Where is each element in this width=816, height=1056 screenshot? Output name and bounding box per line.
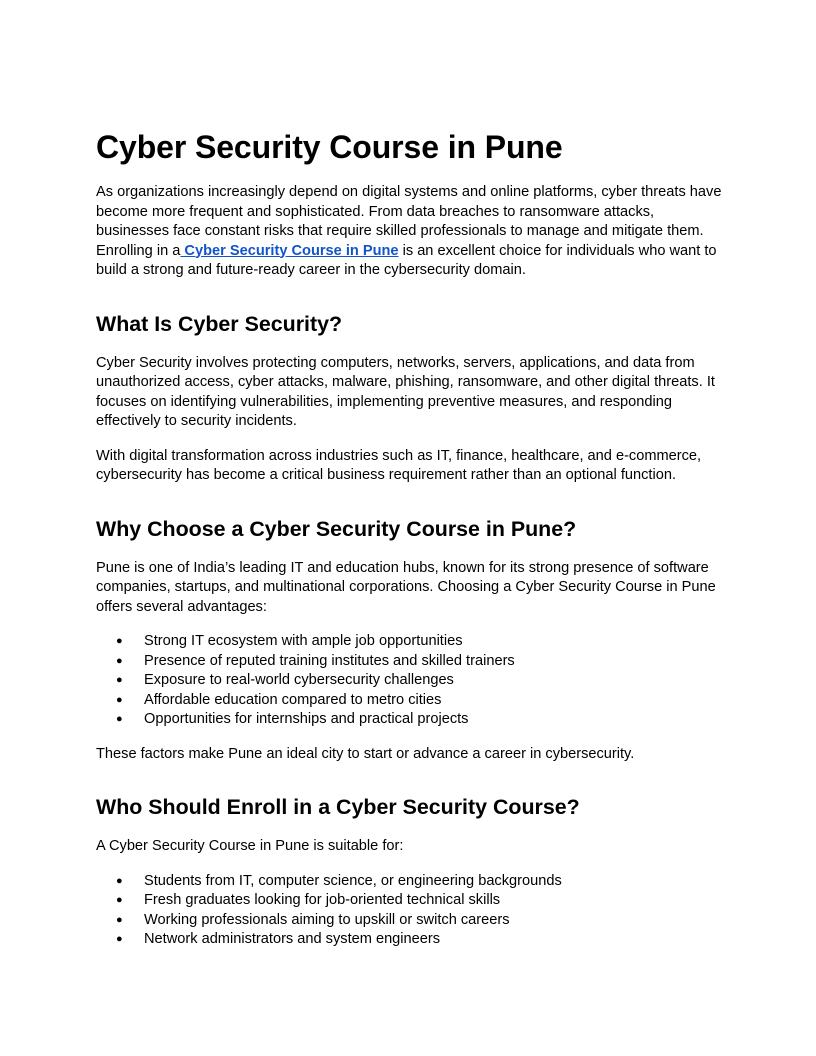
list-item-text: Strong IT ecosystem with ample job opportunities bbox=[144, 633, 463, 649]
bullet-icon: ● bbox=[116, 635, 123, 647]
section-heading-what-is: What Is Cyber Security? bbox=[96, 311, 343, 336]
bullet-icon: ● bbox=[116, 674, 123, 686]
list-item-text: Students from IT, computer science, or engineering backgrounds bbox=[144, 872, 562, 889]
bullet-icon: ● bbox=[116, 693, 123, 706]
bullet-icon: ● bbox=[116, 874, 123, 887]
page-title: Cyber Security Course in Pune bbox=[96, 129, 563, 165]
course-link[interactable]: Cyber Security Course in Pune bbox=[180, 242, 399, 259]
bullet-icon: ● bbox=[116, 894, 123, 906]
who-should-enroll-paragraph: A Cyber Security Course in Pune is suitable for: bbox=[96, 838, 404, 854]
list-item bbox=[96, 691, 724, 711]
list-item-text: Opportunities for internships and practical projects bbox=[144, 711, 469, 727]
what-is-paragraph-1: Cyber Security involves protecting computers, networks, servers, applications, and data from unauthorized access, cyber attacks, malware, phishing, ransomware, and other digital threats. It focuses on identifying vulnerabilities, implementing preventive measures, and responding effectively to security incidents. bbox=[96, 354, 715, 429]
section-heading-why-choose: Why Choose a Cyber Security Course in Pune? bbox=[96, 516, 577, 541]
list-item bbox=[96, 652, 724, 672]
list-item-text: Working professionals aiming to upskill or switch careers bbox=[144, 911, 510, 928]
list-item bbox=[96, 632, 724, 652]
list-item-text: Affordable education compared to metro cities bbox=[144, 691, 442, 708]
bullet-icon: ● bbox=[116, 913, 123, 926]
bullet-icon: ● bbox=[116, 713, 123, 725]
why-choose-paragraph-1: Pune is one of India’s leading IT and education hubs, known for its strong presence of software companies, startups, and multinational corporations. Choosing a Cyber Security Course in Pune offers several advantages: bbox=[96, 559, 716, 615]
document-page bbox=[96, 129, 724, 950]
bullet-icon: ● bbox=[116, 933, 123, 945]
list-item-text: Exposure to real-world cybersecurity challenges bbox=[144, 672, 454, 688]
list-item-text: Network administrators and system engineers bbox=[144, 931, 441, 947]
intro-text-before-link: As organizations increasingly depend on digital systems and online platforms, cyber threats have become more frequent and sophisticated. From data breaches to ransomware attacks, businesses face constant risks that require skilled professionals to manage and mitigate them. Enrolling in a bbox=[96, 184, 722, 259]
list-item bbox=[96, 930, 724, 950]
what-is-paragraph-2: With digital transformation across industries such as IT, finance, healthcare, and e-commerce, cybersecurity has become a critical business requirement rather than an optional function. bbox=[96, 447, 702, 483]
list-item-text: Fresh graduates looking for job-oriented technical skills bbox=[144, 892, 501, 908]
list-item bbox=[96, 710, 724, 730]
list-item bbox=[96, 891, 724, 911]
advantages-list bbox=[96, 632, 724, 730]
list-item bbox=[96, 872, 724, 892]
why-choose-paragraph-2: These factors make Pune an ideal city to start or advance a career in cybersecurity. bbox=[96, 745, 635, 762]
intro-text-after-link: is an excellent choice for individuals who want to build a strong and future-ready career in the cybersecurity domain. bbox=[96, 242, 717, 278]
bullet-icon: ● bbox=[116, 654, 123, 667]
list-item-text: Presence of reputed training institutes and skilled trainers bbox=[144, 652, 515, 669]
list-item bbox=[96, 671, 724, 691]
section-heading-who-should-enroll: Who Should Enroll in a Cyber Security Course? bbox=[96, 795, 580, 819]
list-item bbox=[96, 911, 724, 931]
audience-list bbox=[96, 872, 724, 950]
intro-paragraph bbox=[96, 183, 724, 281]
